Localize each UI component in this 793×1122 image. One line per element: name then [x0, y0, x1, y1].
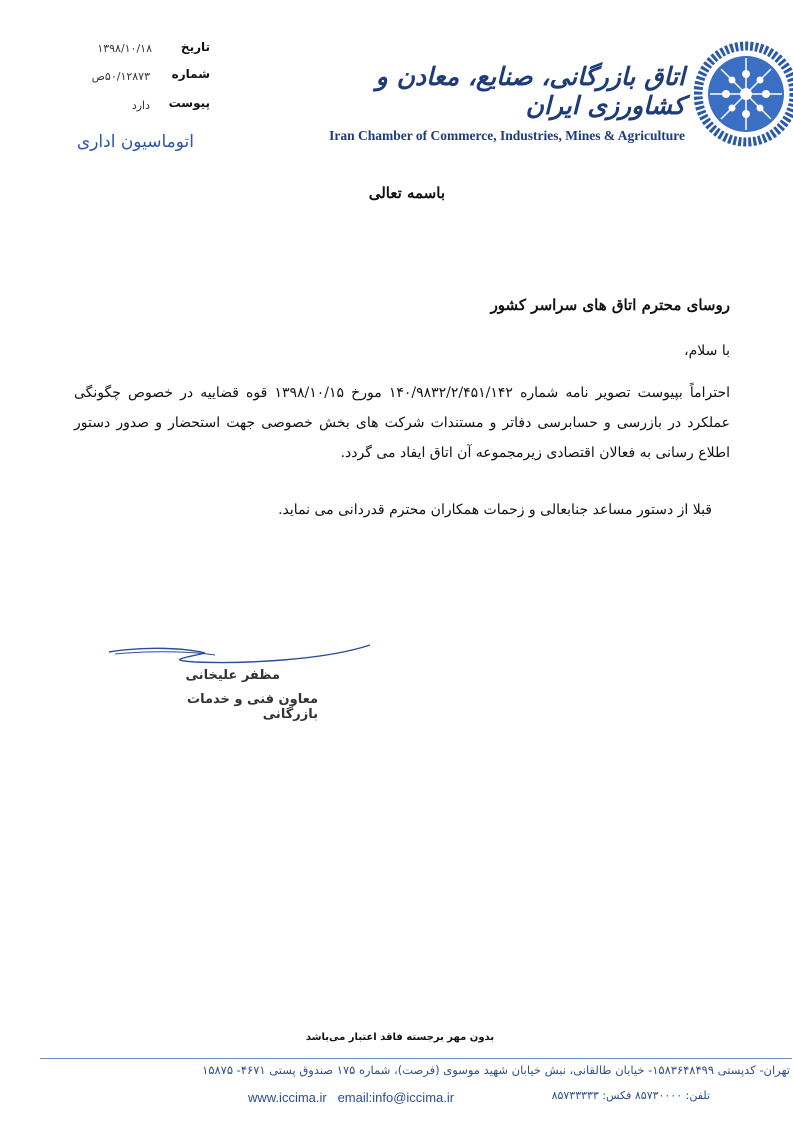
website-link[interactable]: www.iccima.ir: [248, 1090, 327, 1105]
signature-scribble: [105, 640, 375, 670]
date-value: ۱۳۹۸/۱۰/۱۸: [97, 42, 152, 55]
automation-stamp: اتوماسیون اداری: [76, 132, 194, 152]
signer-title: معاون فنی و خدمات بازرگانی: [187, 692, 318, 722]
footer-phone-fax: تلفن: ۸۵۷۳۰۰۰۰ فکس: ۸۵۷۳۳۳۳۳: [551, 1089, 710, 1102]
greeting: با سلام،: [684, 343, 730, 359]
footer-address: تهران- کدپستی ۱۵۸۳۶۴۸۴۹۹- خیابان طالقانی، نبش خیابان شهید موسوی (فرصت)، شماره ۱۷۵ صندوق پستی ۴۶۷۱- ۱۵۸۷۵: [202, 1063, 790, 1077]
chamber-title-en: Iran Chamber of Commerce, Industries, Mines & Agriculture: [329, 128, 685, 143]
email-link[interactable]: email:info@iccima.ir: [337, 1090, 455, 1105]
letter-body: احتراماً بپیوست تصویر نامه شماره ۱۴۰/۹۸۳۲/۲/۴۵۱/۱۴۲ مورخ ۱۳۹۸/۱۰/۱۵ قوه قضاییه در خصوص چگونگی عملکرد در بازرسی و حسابرسی دفاتر و مستندات شرکت های بخش خصوصی جهت استحضار و صدور دستور اطلاع رسانی به فعالان اقتصادی زیرمجموعه آن اتاق ایفاد می گردد.: [74, 385, 730, 461]
number-label: شماره: [171, 67, 210, 81]
footer-divider: [40, 1058, 792, 1059]
letter-thanks: قبلا از دستور مساعد جنابعالی و زحمات همکاران محترم قدردانی می نماید.: [278, 502, 712, 518]
date-label: تاریخ: [180, 40, 210, 54]
chamber-title-fa: اتاق بازرگانی، صنایع، معادن و کشاورزی ایران: [375, 62, 685, 120]
validity-notice: بدون مهر برجسته فاقد اعتبار می‌باشد: [305, 1032, 495, 1043]
attachment-label: پیوست: [168, 96, 210, 110]
recipient: روسای محترم اتاق های سراسر کشور: [490, 296, 730, 314]
footer-web: [248, 1090, 478, 1105]
chamber-emblem-icon: [694, 38, 793, 150]
basmala: باسمه تعالی: [368, 184, 445, 202]
number-value: ۵۰/۱۲۸۷۳ص: [91, 70, 150, 83]
signer-name: مظفر علیخانی: [185, 668, 280, 683]
attachment-value: دارد: [131, 99, 150, 112]
